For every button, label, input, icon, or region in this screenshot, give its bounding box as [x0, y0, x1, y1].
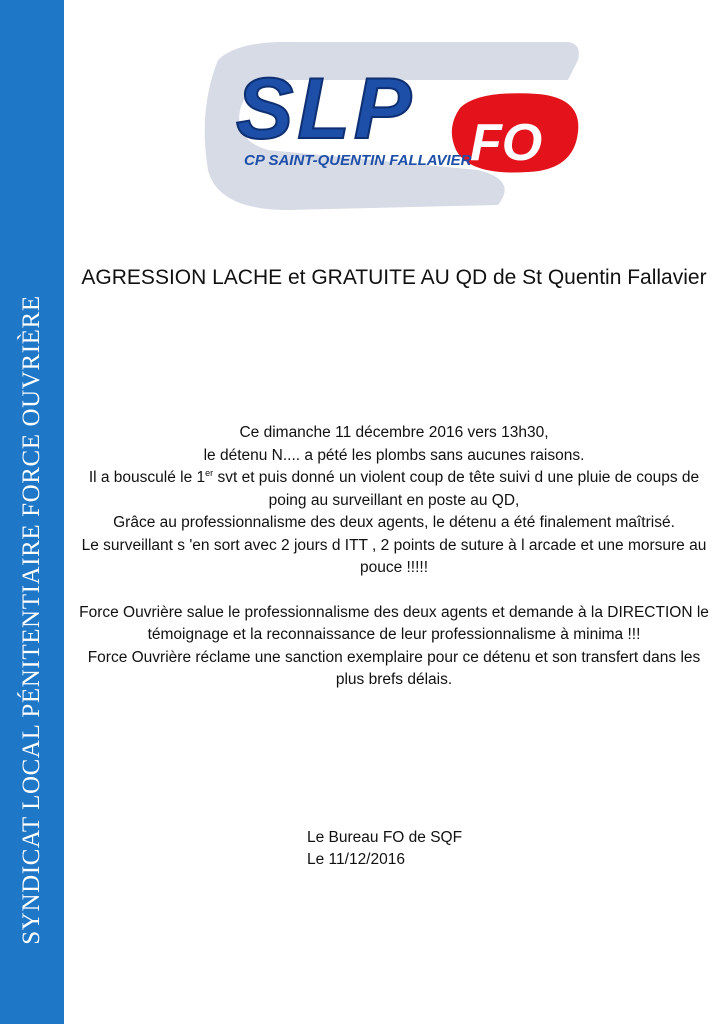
paragraph-1: Ce dimanche 11 décembre 2016 vers 13h30,: [239, 424, 549, 441]
ordinal-superscript: er: [205, 467, 214, 478]
paragraph-3-end: svt et puis donné un violent coup de tête suivi d une pluie de coups de poing au surveillant en poste au QD,: [213, 469, 700, 509]
sidebar-band: [0, 0, 64, 1024]
body-text: [74, 422, 714, 692]
logo-slp-text: SLP: [236, 61, 416, 157]
sidebar-title: SYNDICAT LOCAL PÉNITENTIAIRE FORCE OUVRIÈRE: [18, 295, 45, 945]
page-title: AGRESSION LACHE et GRATUITE AU QD de St Quentin Fallavier: [81, 266, 707, 289]
paragraph-3: [74, 467, 714, 512]
paragraph-6: Force Ouvrière salue le professionnalisme des deux agents et demande à la DIRECTION le témoignage et la reconnaissance de leur professionnalisme à minima !!!: [79, 603, 709, 643]
slp-fo-logo: [178, 20, 588, 220]
paragraph-2: le détenu N.... a pété les plombs sans aucunes raisons.: [203, 446, 585, 464]
signature-date: Le 11/12/2016: [307, 851, 405, 868]
signature-block: [307, 827, 462, 871]
paragraph-3-start: Il a bousculé le 1: [88, 469, 206, 486]
paragraph-5: Le surveillant s 'en sort avec 2 jours d ITT , 2 points de suture à l arcade et une morsure au pouce !!!!!: [81, 536, 707, 576]
paragraph-4: Grâce au professionnalisme des deux agents, le détenu a été finalement maîtrisé.: [113, 514, 675, 531]
paragraph-7: Force Ouvrière réclame une sanction exemplaire pour ce détenu et son transfert dans les plus brefs délais.: [87, 648, 701, 688]
logo-subtitle: CP SAINT-QUENTIN FALLAVIER: [244, 152, 472, 169]
signature-line: Le Bureau FO de SQF: [307, 829, 463, 846]
logo-fo-text: FO: [470, 114, 543, 172]
